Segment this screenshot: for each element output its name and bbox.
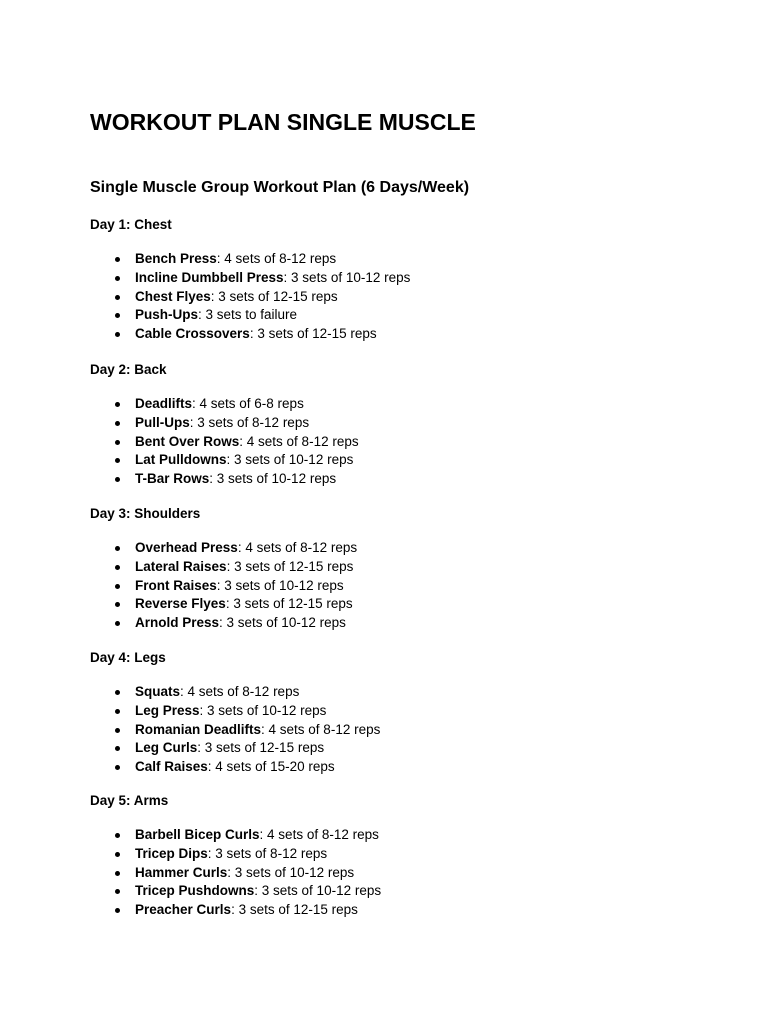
exercise-item — [90, 470, 359, 489]
day-section-legs — [90, 649, 730, 775]
bullet-icon — [115, 306, 121, 325]
exercise-name: Leg Press — [135, 702, 200, 718]
exercise-item — [90, 595, 357, 614]
day-section-back — [90, 361, 730, 487]
exercise-item — [90, 739, 380, 758]
exercise-detail: : 4 sets of 8-12 reps — [237, 540, 358, 555]
exercise-list — [90, 683, 380, 777]
day-heading: Day 5: Arms — [90, 793, 169, 808]
bullet-icon — [115, 395, 121, 414]
exercise-item — [90, 702, 380, 721]
exercise-name: Pull-Ups — [135, 414, 190, 430]
exercise-item — [90, 614, 357, 633]
bullet-icon — [115, 739, 121, 758]
bullet-icon — [115, 414, 121, 433]
exercise-name: Push-Ups — [135, 307, 199, 323]
exercise-detail: : 4 sets of 8-12 reps — [239, 433, 359, 449]
exercise-detail: : 3 sets of 10-12 reps — [283, 269, 411, 285]
exercise-detail: : 3 sets of 12-15 reps — [231, 902, 358, 918]
exercise-detail: : 3 sets to failure — [198, 307, 298, 323]
bullet-icon — [115, 882, 121, 901]
bullet-icon — [115, 250, 121, 269]
exercise-list — [90, 395, 359, 489]
exercise-list — [90, 539, 357, 633]
exercise-item — [90, 826, 381, 845]
exercise-name: Bench Press — [135, 251, 217, 266]
exercise-detail: : 3 sets of 12-15 reps — [249, 326, 377, 342]
exercise-item — [90, 558, 357, 577]
exercise-item — [90, 395, 359, 414]
exercise-name: Preacher Curls — [135, 902, 232, 918]
exercise-detail: : 4 sets of 15-20 reps — [207, 759, 335, 775]
exercise-detail: : 3 sets of 12-15 reps — [197, 740, 325, 756]
bullet-icon — [115, 470, 121, 489]
bullet-icon — [115, 702, 121, 721]
exercise-name: Overhead Press — [135, 540, 238, 555]
exercise-name: Tricep Pushdowns — [135, 883, 255, 899]
bullet-icon — [115, 451, 121, 470]
exercise-item — [90, 758, 380, 777]
exercise-detail: : 4 sets of 8-12 reps — [259, 827, 379, 842]
exercise-name: Romanian Deadlifts — [135, 721, 262, 737]
exercise-name: Hammer Curls — [135, 864, 228, 880]
bullet-icon — [115, 269, 121, 288]
bullet-icon — [115, 325, 121, 344]
day-section-chest — [90, 216, 730, 342]
exercise-item — [90, 451, 359, 470]
exercise-item — [90, 433, 359, 452]
exercise-item — [90, 306, 410, 325]
exercise-item — [90, 325, 410, 344]
bullet-icon — [115, 845, 121, 864]
exercise-name: Reverse Flyes — [135, 596, 226, 612]
day-heading: Day 3: Shoulders — [90, 506, 201, 521]
exercise-name: Squats — [135, 684, 181, 699]
exercise-name: Lat Pulldowns — [135, 452, 227, 468]
exercise-name: Bent Over Rows — [135, 433, 240, 449]
exercise-name: Deadlifts — [135, 396, 193, 411]
exercise-name: Leg Curls — [135, 740, 198, 756]
bullet-icon — [115, 758, 121, 777]
exercise-item — [90, 577, 357, 596]
exercise-item — [90, 539, 357, 558]
exercise-item — [90, 414, 359, 433]
exercise-name: Front Raises — [135, 577, 217, 593]
exercise-detail: : 3 sets of 10-12 reps — [219, 615, 346, 631]
exercise-name: Barbell Bicep Curls — [135, 827, 260, 842]
exercise-detail: : 4 sets of 8-12 reps — [261, 721, 381, 737]
exercise-name: Arnold Press — [135, 615, 220, 631]
exercise-name: Tricep Dips — [135, 845, 208, 861]
bullet-icon — [115, 577, 121, 596]
exercise-item — [90, 250, 410, 269]
exercise-detail: : 4 sets of 8-12 reps — [180, 684, 300, 699]
exercise-name: T-Bar Rows — [135, 471, 210, 487]
bullet-icon — [115, 683, 121, 702]
bullet-icon — [115, 614, 121, 633]
bullet-icon — [115, 558, 121, 577]
exercise-name: Lateral Raises — [135, 558, 227, 574]
exercise-list — [90, 250, 410, 344]
bullet-icon — [115, 901, 121, 920]
exercise-item — [90, 901, 381, 920]
bullet-icon — [115, 595, 121, 614]
exercise-detail: : 4 sets of 8-12 reps — [216, 251, 337, 266]
exercise-detail: : 3 sets of 8-12 reps — [189, 414, 310, 430]
exercise-detail: : 3 sets of 12-15 reps — [210, 288, 338, 304]
day-heading: Day 4: Legs — [90, 650, 166, 665]
exercise-detail: : 3 sets of 10-12 reps — [227, 864, 355, 880]
exercise-detail: : 3 sets of 10-12 reps — [254, 883, 382, 899]
exercise-item — [90, 882, 381, 901]
bullet-icon — [115, 721, 121, 740]
exercise-name: Calf Raises — [135, 759, 208, 775]
exercise-detail: : 4 sets of 6-8 reps — [192, 396, 304, 411]
exercise-detail: : 3 sets of 10-12 reps — [199, 702, 327, 718]
plan-subtitle: Single Muscle Group Workout Plan (6 Days/Week) — [90, 179, 470, 196]
bullet-icon — [115, 433, 121, 452]
exercise-item — [90, 269, 410, 288]
exercise-name: Cable Crossovers — [135, 326, 250, 342]
bullet-icon — [115, 539, 121, 558]
exercise-item — [90, 683, 380, 702]
exercise-item — [90, 864, 381, 883]
exercise-detail: : 3 sets of 10-12 reps — [226, 452, 354, 468]
exercise-detail: : 3 sets of 12-15 reps — [225, 596, 353, 612]
exercise-name: Chest Flyes — [135, 288, 211, 304]
day-heading: Day 2: Back — [90, 362, 167, 377]
bullet-icon — [115, 826, 121, 845]
bullet-icon — [115, 288, 121, 307]
exercise-item — [90, 721, 380, 740]
page-title: WORKOUT PLAN SINGLE MUSCLE — [90, 109, 476, 135]
day-section-shoulders — [90, 505, 730, 631]
bullet-icon — [115, 864, 121, 883]
day-heading: Day 1: Chest — [90, 217, 172, 232]
exercise-item — [90, 288, 410, 307]
exercise-detail: : 3 sets of 8-12 reps — [207, 845, 328, 861]
exercise-name: Incline Dumbbell Press — [135, 269, 284, 285]
exercise-detail: : 3 sets of 10-12 reps — [216, 577, 344, 593]
day-section-arms — [90, 792, 730, 918]
exercise-item — [90, 845, 381, 864]
exercise-detail: : 3 sets of 10-12 reps — [209, 471, 337, 487]
exercise-list — [90, 826, 381, 920]
exercise-detail: : 3 sets of 12-15 reps — [226, 558, 354, 574]
